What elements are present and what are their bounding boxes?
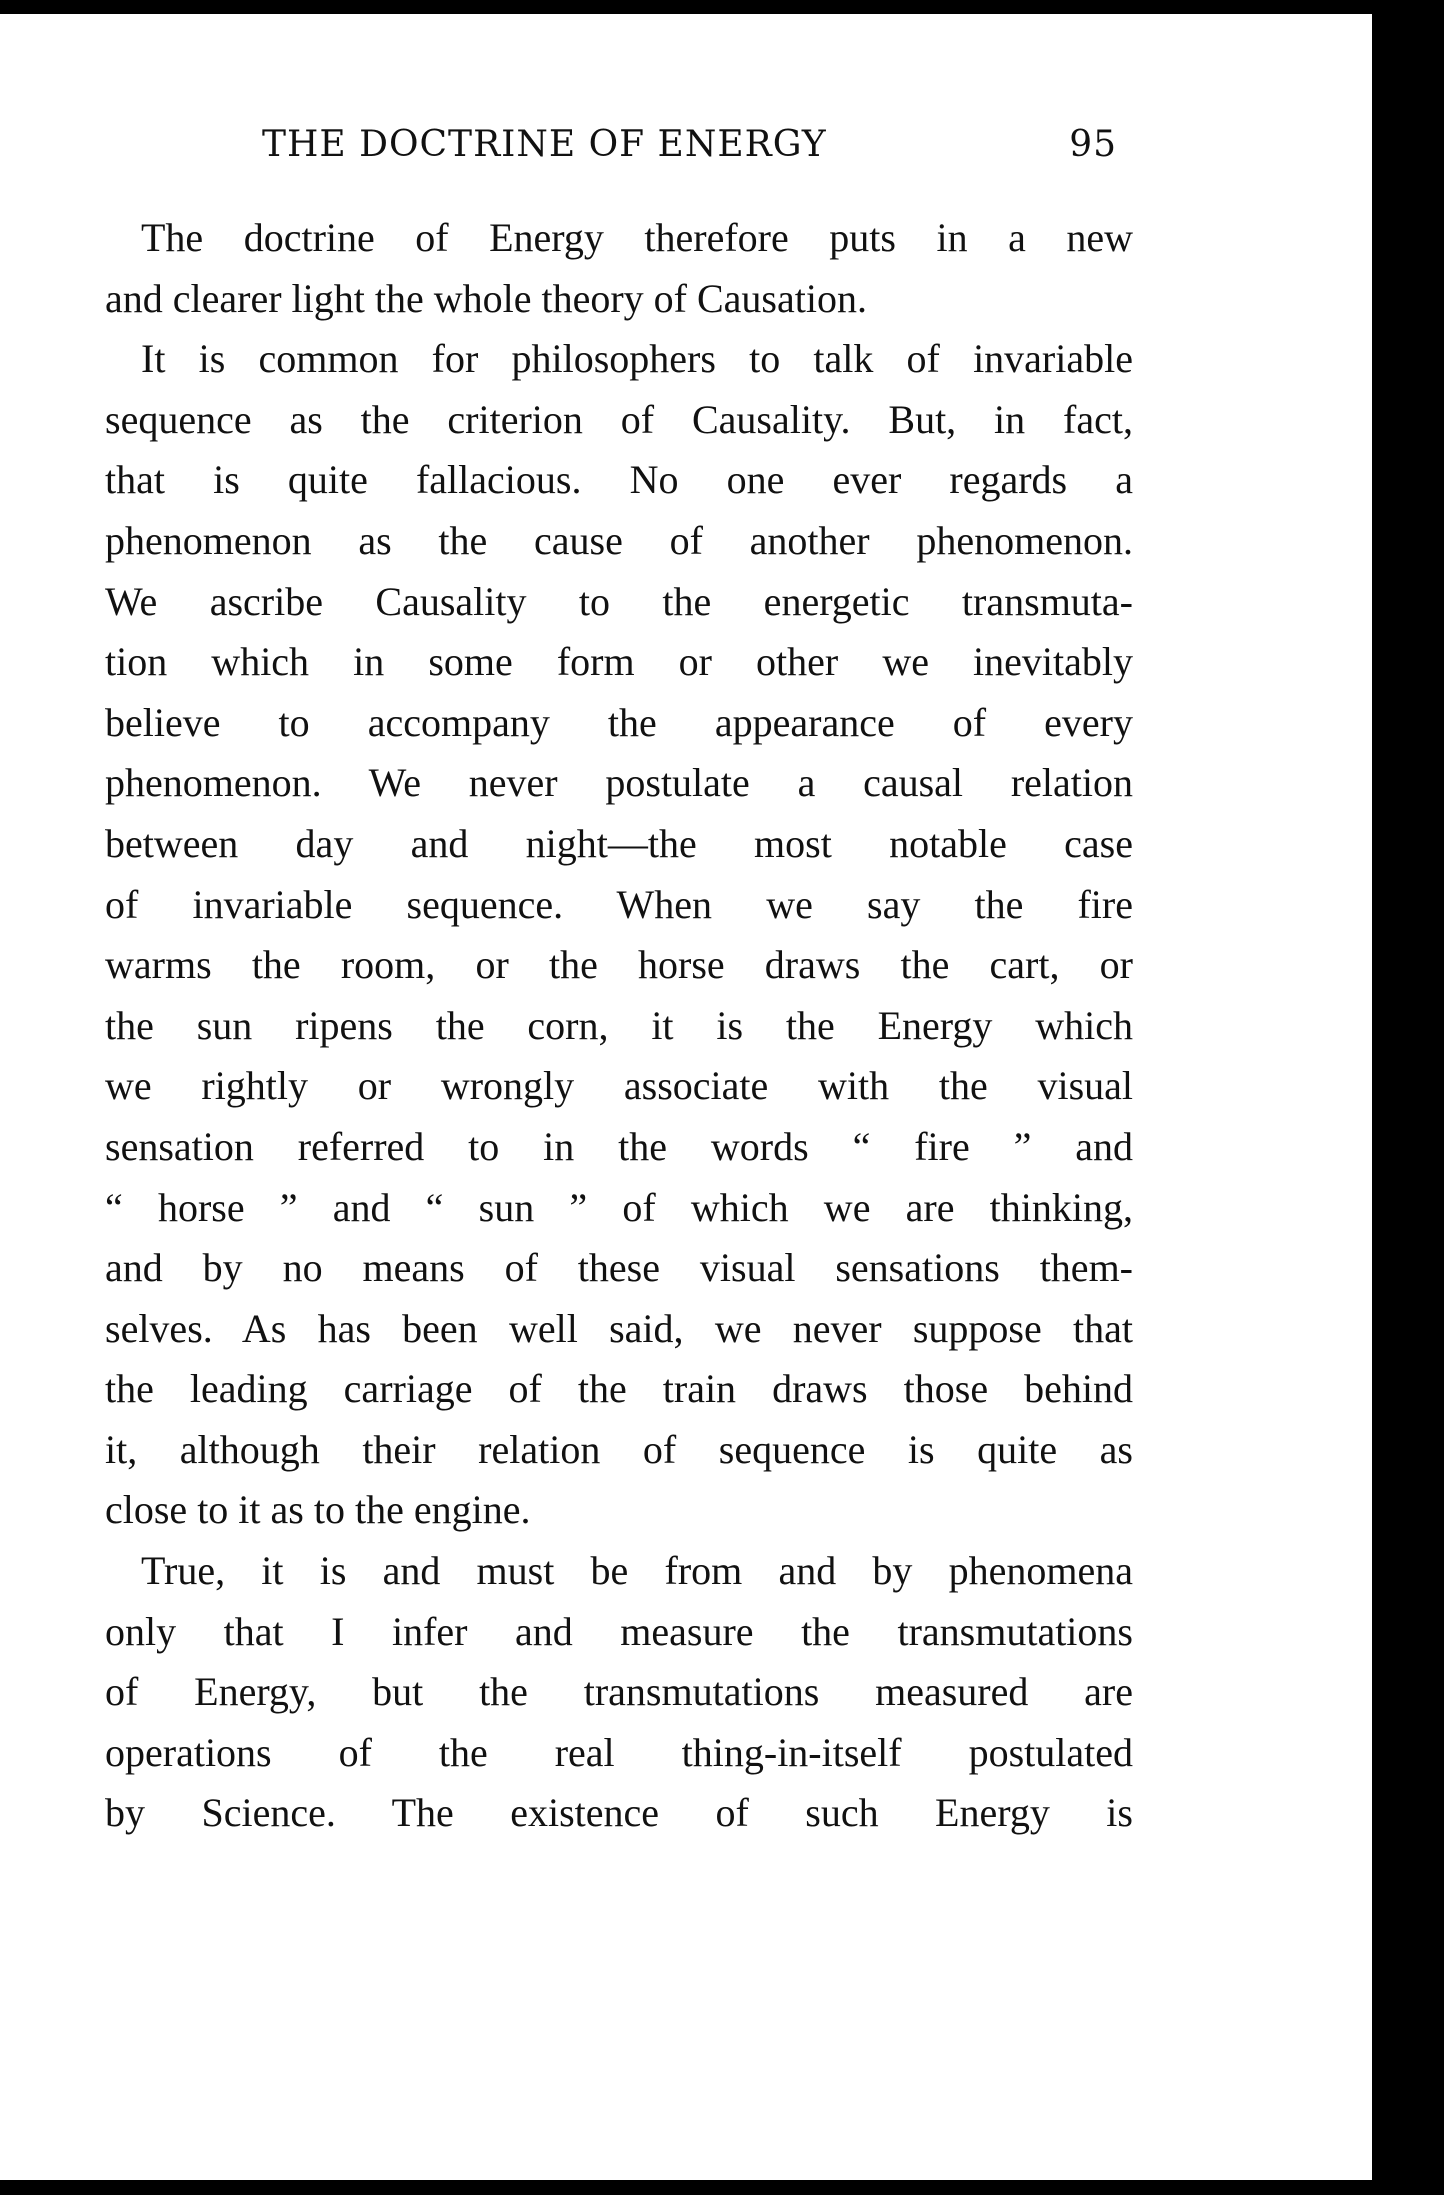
text-line: believe to accompany the appearance of every: [105, 699, 1133, 745]
text-line: that is quite fallacious. No one ever regards a: [105, 457, 1133, 503]
text-line: True, it is and must be from and by phenomena: [141, 1548, 1133, 1594]
text-line: sequence as the criterion of Causality. But, in fact,: [105, 396, 1133, 442]
text-line: and by no means of these visual sensations them-: [105, 1245, 1133, 1291]
text-line: close to it as to the engine.: [105, 1487, 531, 1533]
text-line: between day and night—the most notable case: [105, 820, 1133, 866]
book-page: [0, 14, 1372, 2180]
text-line: phenomenon. We never postulate a causal relation: [105, 760, 1133, 806]
text-line: and clearer light the whole theory of Causation.: [105, 275, 867, 321]
text-line: warms the room, or the horse draws the cart, or: [105, 942, 1133, 988]
text-line: the sun ripens the corn, it is the Energy which: [105, 1002, 1133, 1048]
text-line: of Energy, but the transmutations measured are: [105, 1669, 1133, 1715]
text-line: operations of the real thing-in-itself postulated: [105, 1729, 1133, 1775]
text-line: of invariable sequence. When we say the fire: [105, 881, 1133, 927]
text-line: the leading carriage of the train draws those behind: [105, 1366, 1133, 1412]
text-line: The doctrine of Energy therefore puts in a new: [141, 215, 1133, 260]
text-line: it, although their relation of sequence is quite as: [105, 1426, 1133, 1472]
text-line: We ascribe Causality to the energetic transmuta-: [105, 578, 1133, 624]
text-line: It is common for philosophers to talk of invariable: [141, 336, 1133, 382]
running-head: [262, 124, 1117, 184]
text-line: selves. As has been well said, we never suppose that: [105, 1305, 1133, 1351]
page-number: 95: [1069, 124, 1117, 165]
text-line: by Science. The existence of such Energy is: [105, 1790, 1133, 1836]
text-line: tion which in some form or other we inevitably: [105, 639, 1133, 685]
text-line: phenomenon as the cause of another phenomenon.: [105, 517, 1133, 563]
body-text: [105, 208, 1133, 1844]
text-line: only that I infer and measure the transmutations: [105, 1608, 1133, 1654]
text-line: “ horse ” and “ sun ” of which we are thinking,: [105, 1184, 1133, 1230]
text-line: we rightly or wrongly associate with the visual: [105, 1063, 1133, 1109]
text-line: sensation referred to in the words “ fire ” and: [105, 1123, 1133, 1169]
running-title: THE DOCTRINE OF ENERGY: [262, 124, 827, 165]
